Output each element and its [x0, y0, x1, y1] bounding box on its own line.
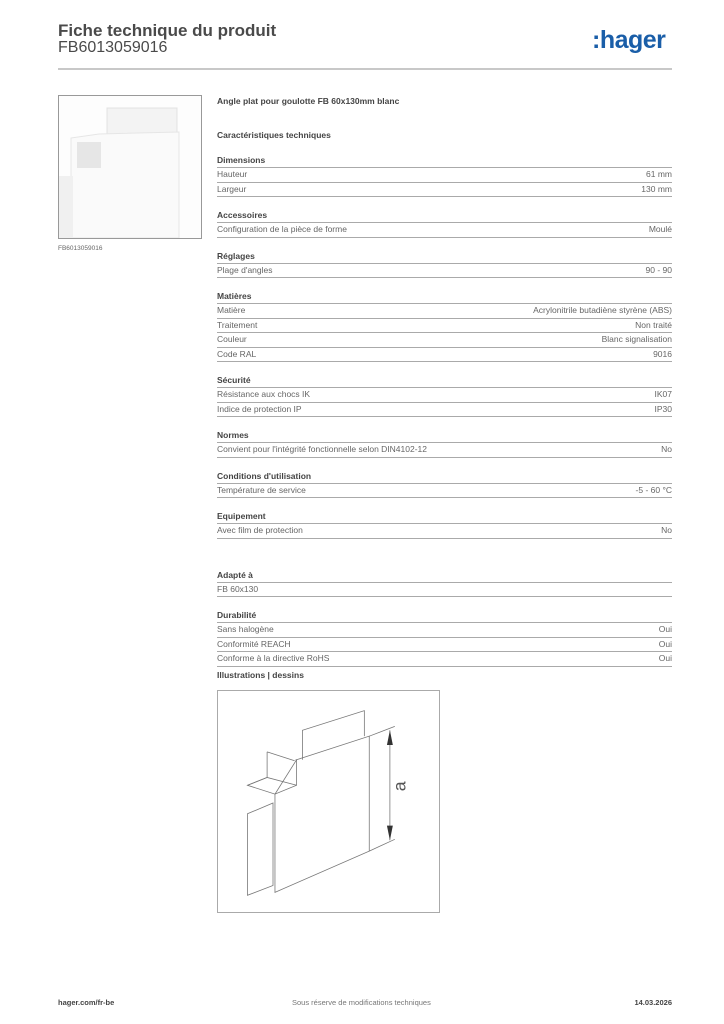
section-title: Dimensions — [217, 154, 672, 168]
footer-disclaimer: Sous réserve de modifications techniques — [292, 998, 431, 1007]
spec-label: Convient pour l'intégrité fonctionnelle selon DIN4102-12 — [217, 444, 428, 454]
spec-value: No — [661, 444, 672, 454]
spec-section — [217, 510, 672, 539]
spec-value: 90 - 90 — [645, 264, 672, 275]
dimension-drawing — [217, 690, 440, 913]
spec-section — [217, 290, 672, 362]
spec-value: -5 - 60 °C — [635, 484, 672, 495]
spec-label: Traitement — [217, 319, 258, 330]
product-details — [217, 96, 672, 667]
spec-row — [217, 264, 672, 279]
spec-row — [217, 304, 672, 319]
spec-section — [217, 209, 672, 238]
spec-label: Matière — [217, 305, 246, 315]
spec-row — [217, 183, 672, 198]
spec-section — [217, 429, 672, 458]
spec-label: Couleur — [217, 334, 247, 344]
header-divider — [58, 68, 672, 70]
section-title: Sécurité — [217, 374, 672, 388]
spec-value: 130 mm — [641, 183, 672, 194]
spec-row — [217, 168, 672, 183]
spec-section — [217, 374, 672, 417]
spec-label: Avec film de protection — [217, 525, 303, 535]
spec-value: Moulé — [648, 224, 672, 234]
spec-value: IP30 — [654, 403, 672, 414]
spec-section — [217, 569, 672, 598]
spec-value: 9016 — [653, 348, 672, 359]
page-title: Fiche technique du produit — [58, 21, 277, 40]
spec-row — [217, 652, 672, 667]
section-title: Conditions d'utilisation — [217, 470, 672, 484]
spec-row — [217, 583, 672, 598]
spec-label: Conformité REACH — [217, 638, 291, 649]
spec-row — [217, 348, 672, 363]
spec-row — [217, 333, 672, 348]
spec-row — [217, 524, 672, 539]
section-title: Normes — [217, 429, 672, 443]
spec-row — [217, 403, 672, 418]
spec-section — [217, 609, 672, 667]
spec-row — [217, 623, 672, 638]
spec-label: Plage d'angles — [217, 264, 273, 275]
spec-row — [217, 388, 672, 403]
spec-section — [217, 154, 672, 197]
spec-label: Température de service — [217, 484, 306, 495]
illustrations-title: Illustrations | dessins — [217, 670, 304, 680]
section-title: Accessoires — [217, 209, 672, 223]
section-title: Adapté à — [217, 569, 672, 583]
product-name: Angle plat pour goulotte FB 60x130mm blanc — [217, 96, 400, 106]
product-image-caption: FB6013059016 — [58, 245, 103, 252]
spec-row — [217, 223, 672, 238]
section-title: Réglages — [217, 250, 672, 264]
product-reference: FB6013059016 — [58, 39, 168, 56]
spec-row — [217, 638, 672, 653]
hager-logo: :hager — [592, 26, 666, 54]
spec-label: FB 60x130 — [217, 583, 259, 594]
footer-website[interactable]: hager.com/fr-be — [58, 998, 115, 1007]
spec-section — [217, 470, 672, 499]
spec-label: Sans halogène — [217, 624, 274, 634]
section-title: Matières — [217, 290, 672, 304]
spec-row — [217, 484, 672, 499]
spec-value: Oui — [658, 638, 672, 649]
spec-label: Hauteur — [217, 169, 248, 179]
spec-value: Non traité — [635, 319, 672, 330]
dimension-label: a — [389, 781, 410, 792]
spec-label: Code RAL — [217, 348, 257, 359]
section-title: Durabilité — [217, 609, 672, 623]
spec-value: Oui — [658, 624, 672, 634]
characteristics-title: Caractéristiques techniques — [217, 130, 331, 140]
spec-label: Résistance aux chocs IK — [217, 389, 311, 399]
spec-label: Configuration de la pièce de forme — [217, 224, 347, 234]
spec-section — [217, 250, 672, 279]
spec-label: Indice de protection IP — [217, 403, 302, 414]
section-title: Equipement — [217, 510, 672, 524]
spec-value: Oui — [658, 653, 672, 663]
spec-label: Largeur — [217, 183, 247, 194]
spec-row — [217, 319, 672, 334]
footer-date: 14.03.2026 — [634, 998, 672, 1007]
spec-value: No — [661, 525, 672, 535]
spec-label: Conforme à la directive RoHS — [217, 653, 330, 663]
spec-value: Acrylonitrile butadiène styrène (ABS) — [533, 305, 672, 315]
product-image — [58, 95, 202, 239]
spec-value: 61 mm — [646, 169, 672, 179]
spec-value: IK07 — [654, 389, 672, 399]
spec-value: Blanc signalisation — [601, 334, 672, 344]
spec-row — [217, 443, 672, 458]
